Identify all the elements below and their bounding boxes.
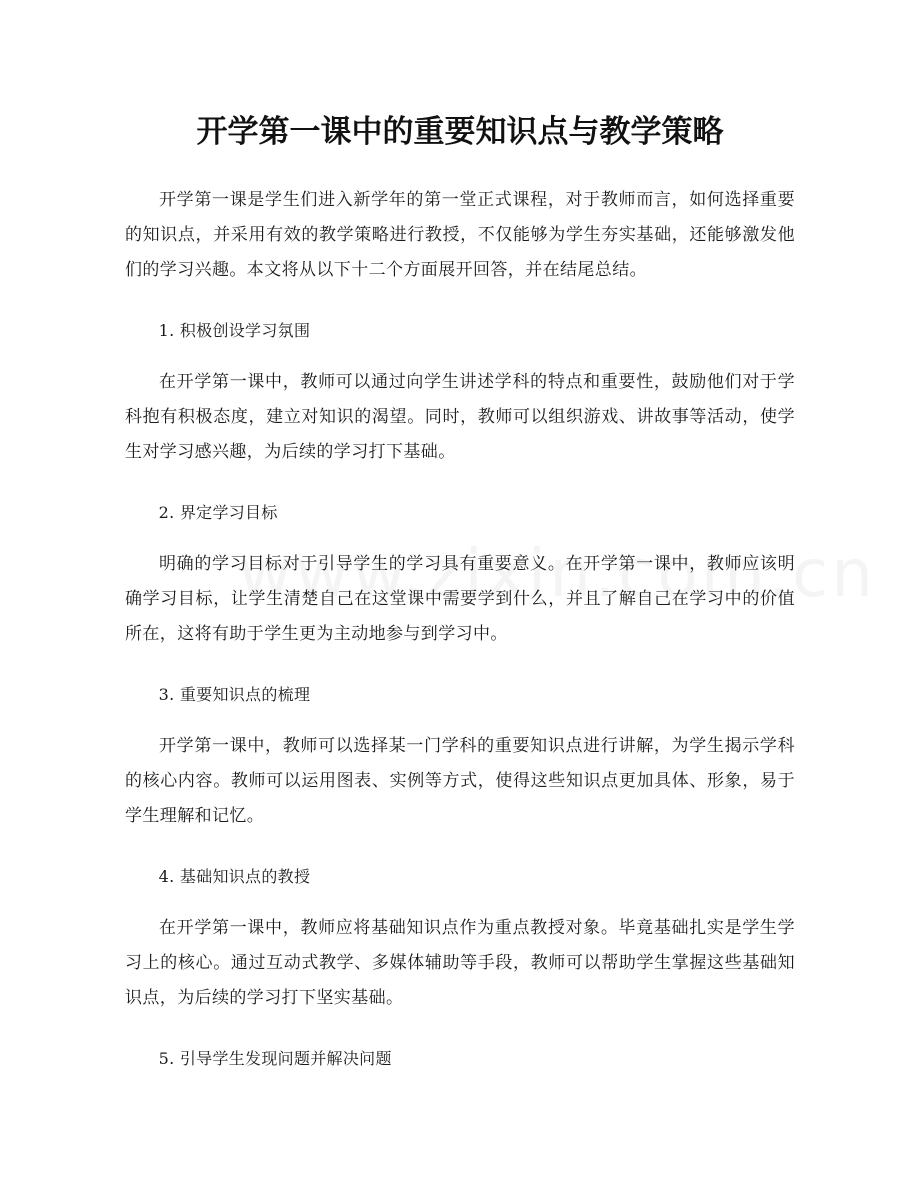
section-body-1: 在开学第一课中，教师可以通过向学生讲述学科的特点和重要性，鼓励他们对于学科抱有积极态度，建立对知识的渴望。同时，教师可以组织游戏、讲故事等活动，使学生对学习感兴趣，为后续的学习打下基础。 [125,372,795,462]
section-heading-1: 1. 积极创设学习氛围 [158,321,311,340]
section-heading-3: 3. 重要知识点的梳理 [158,685,311,704]
spacer [125,1016,795,1041]
spacer [125,288,795,313]
spacer [125,348,795,365]
spacer [125,834,795,859]
section-body-4: 在开学第一课中，教师应将基础知识点作为重点教授对象。毕竟基础扎实是学生学习上的核心。通过互动式教学、多媒体辅助等手段，教师可以帮助学生掌握这些基础知识点，为后续的学习打下坚实基础。 [125,918,795,1008]
intro-paragraph: 开学第一课是学生们进入新学年的第一堂正式课程，对于教师而言，如何选择重要的知识点，并采用有效的教学策略进行教授，不仅能够为学生夯实基础，还能够激发他们的学习兴趣。本文将从以下十二个方面展开回答，并在结尾总结。 [125,190,795,280]
document-body [125,183,795,1076]
spacer [125,652,795,677]
spacer [125,530,795,547]
section-heading-4: 4. 基础知识点的教授 [158,867,311,886]
spacer [125,712,795,729]
spacer [125,894,795,911]
spacer [125,470,795,495]
section-body-2: 明确的学习目标对于引导学生的学习具有重要意义。在开学第一课中，教师应该明确学习目标，让学生清楚自己在这堂课中需要学到什么，并且了解自己在学习中的价值所在，这将有助于学生更为主动地参与到学习中。 [125,554,795,644]
section-heading-5: 5. 引导学生发现问题并解决问题 [158,1049,392,1068]
section-heading-2: 2. 界定学习目标 [158,503,278,522]
section-body-3: 开学第一课中，教师可以选择某一门学科的重要知识点进行讲解，为学生揭示学科的核心内容。教师可以运用图表、实例等方式，使得这些知识点更加具体、形象，易于学生理解和记忆。 [125,736,795,826]
document-title: 开学第一课中的重要知识点与教学策略 [196,114,724,150]
